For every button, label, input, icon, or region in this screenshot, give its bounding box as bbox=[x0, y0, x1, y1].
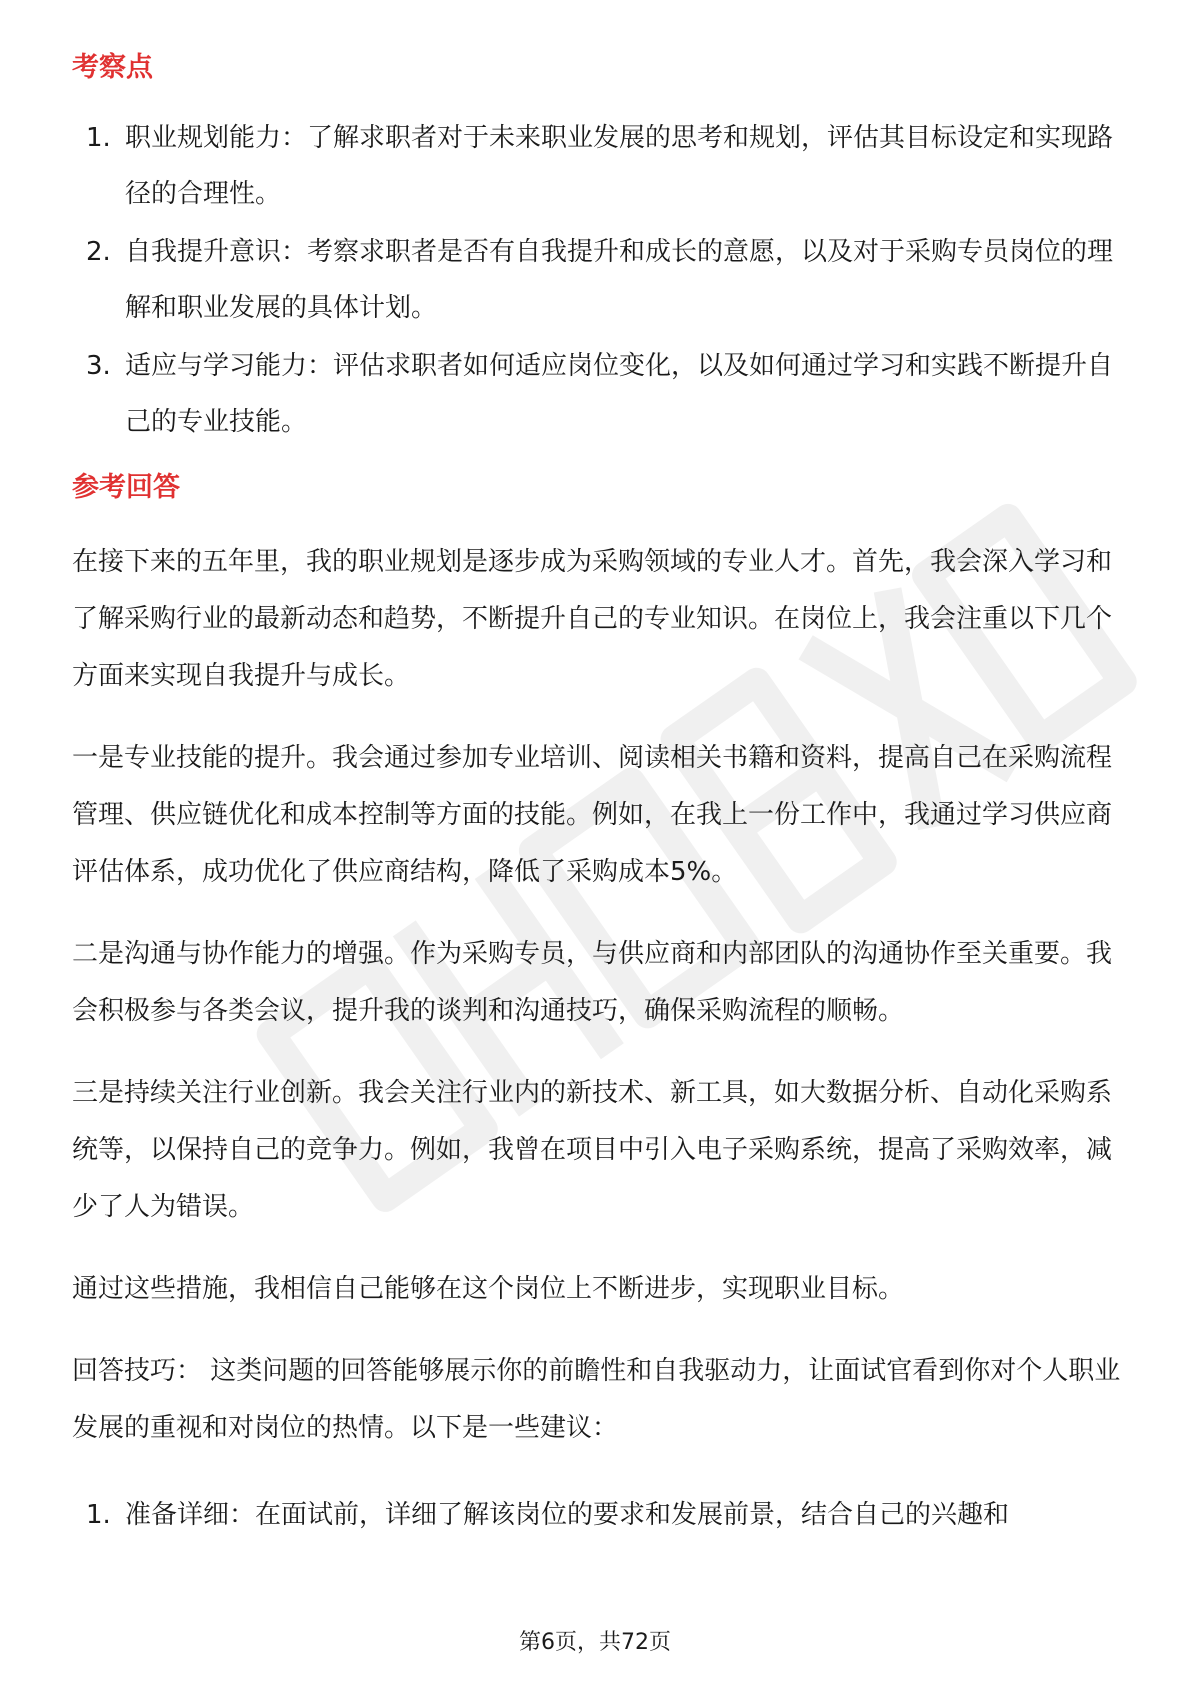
list-item bbox=[72, 224, 1122, 336]
answer-paragraph: 二是沟通与协作能力的增强。作为采购专员，与供应商和内部团队的沟通协作至关重要。我会积极参与各类会议，提升我的谈判和沟通技巧，确保采购流程的顺畅。 bbox=[72, 939, 1113, 1026]
answer-paragraph: 在接下来的五年里，我的职业规划是逐步成为采购领域的专业人才。首先，我会深入学习和了解采购行业的最新动态和趋势，不断提升自己的专业知识。在岗位上，我会注重以下几个方面来实现自我提升与成长。 bbox=[72, 547, 1113, 691]
answer-paragraph: 一是专业技能的提升。我会通过参加专业培训、阅读相关书籍和资料，提高自己在采购流程管理、供应链优化和成本控制等方面的技能。例如，在我上一份工作中，我通过学习供应商评估体系，成功优化了供应商结构，降低了采购成本5%。 bbox=[72, 743, 1113, 887]
list-number: 2. bbox=[86, 237, 111, 267]
list-item bbox=[72, 338, 1122, 450]
list-item-text: 准备详细：在面试前，详细了解该岗位的要求和发展前景，结合自己的兴趣和 bbox=[125, 1500, 1010, 1530]
list-item-text: 自我提升意识：考察求职者是否有自我提升和成长的意愿，以及对于采购专员岗位的理解和职业发展的具体计划。 bbox=[125, 237, 1114, 323]
list-item bbox=[72, 110, 1122, 222]
list-item bbox=[72, 1487, 1122, 1543]
page-footer: 第6页，共72页 bbox=[519, 1630, 671, 1655]
list-number: 1. bbox=[86, 123, 111, 153]
reference-answer-title: 参考回答 bbox=[72, 472, 180, 503]
list-number: 3. bbox=[86, 351, 111, 381]
answer-paragraph: 三是持续关注行业创新。我会关注行业内的新技术、新工具，如大数据分析、自动化采购系统等，以保持自己的竞争力。例如，我曾在项目中引入电子采购系统，提高了采购效率，减少了人为错误。 bbox=[72, 1078, 1113, 1222]
answer-tips-paragraph: 回答技巧： 这类问题的回答能够展示你的前瞻性和自我驱动力，让面试官看到你对个人职业发展的重视和对岗位的热情。以下是一些建议： bbox=[72, 1356, 1121, 1443]
list-item-text: 适应与学习能力：评估求职者如何适应岗位变化，以及如何通过学习和实践不断提升自己的专业技能。 bbox=[125, 351, 1114, 437]
examination-points-list bbox=[72, 110, 1122, 450]
examination-points-title: 考察点 bbox=[72, 52, 153, 83]
list-item-text: 职业规划能力：了解求职者对于未来职业发展的思考和规划，评估其目标设定和实现路径的合理性。 bbox=[125, 123, 1114, 209]
list-number: 1. bbox=[86, 1500, 111, 1530]
tips-list bbox=[72, 1487, 1122, 1543]
main-content bbox=[72, 48, 1122, 1543]
answer-paragraph: 通过这些措施，我相信自己能够在这个岗位上不断进步，实现职业目标。 bbox=[72, 1274, 905, 1304]
